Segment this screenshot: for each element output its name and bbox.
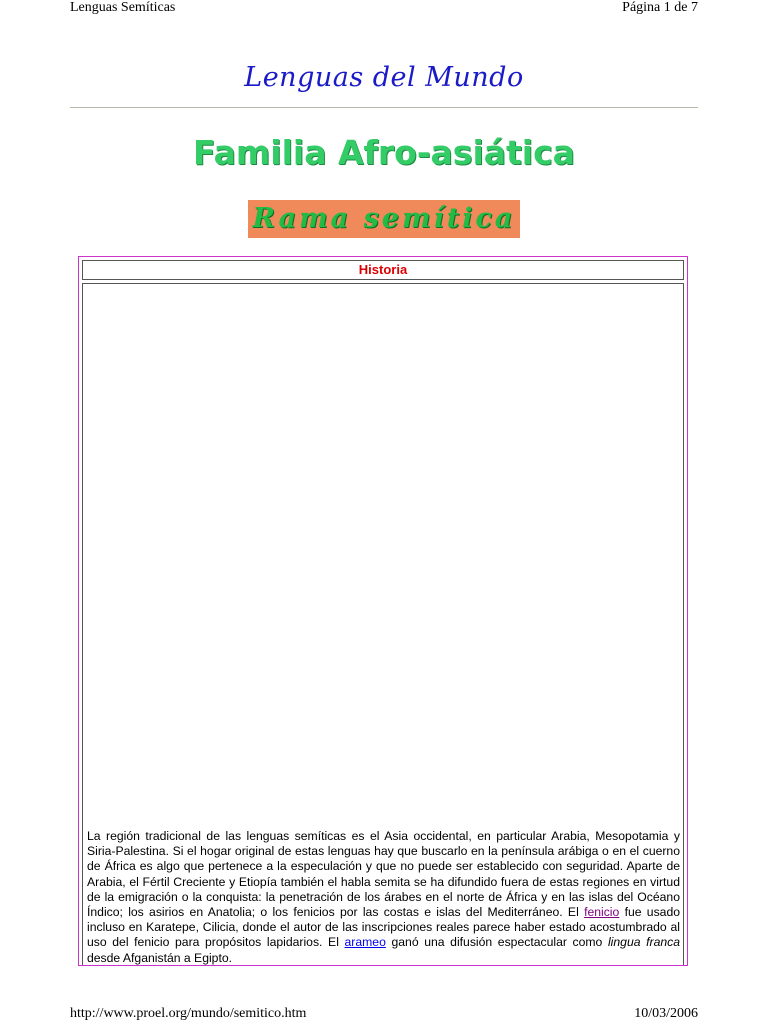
print-footer-url: http://www.proel.org/mundo/semitico.htm (70, 1006, 307, 1021)
content-table (78, 256, 688, 966)
paragraph-text-4: desde Afganistán a Egipto. (87, 950, 233, 965)
print-header-title: Lenguas Semíticas (70, 0, 176, 15)
lingua-franca-emphasis: lingua franca (607, 935, 680, 950)
fenicio-link[interactable]: fenicio (584, 905, 620, 920)
section-heading: Historia (82, 260, 684, 280)
site-title: Lenguas del Mundo (244, 62, 524, 93)
content-cell (82, 283, 684, 965)
paragraph-text-1: La región tradicional de las lenguas semíticas es el Asia occidental, en particular Arabia, Mesopotamia y Siria-Palestina. Si el hogar original de estas lenguas hay que buscarlo en la península arábiga o en el cuerno de África es algo que pertenece a la especulación y que no puede ser establecido con seguridad. Aparte de Arabia, el Fértil Creciente y Etiopía también el habla semita se ha difundido fuera de estas regiones en virtud de la emigración o la conquista: la penetración de los árabes en el norte de África y en las islas del Océano Índico; los asirios en Anatolia; o los fenicios por las costas e islas del Mediterráneo. El (87, 829, 680, 920)
paragraph-text-2: fue usado incluso en Karatepe, Cilicia, donde el autor de las inscripciones reales parece haber estado acostumbrado al uso del fenicio para propósitos lapidarios. El (87, 905, 681, 950)
history-paragraph (87, 829, 680, 966)
arameo-link[interactable]: arameo (344, 935, 386, 950)
header-divider (70, 107, 698, 108)
family-title: Familia Afro-asiática (193, 133, 575, 172)
paragraph-text-3: ganó una difusión espectacular como (385, 935, 608, 950)
branch-title-banner: Rama semítica (248, 200, 520, 238)
print-footer-date: 10/03/2006 (634, 1006, 698, 1021)
print-header-page-counter: Página 1 de 7 (622, 0, 698, 15)
